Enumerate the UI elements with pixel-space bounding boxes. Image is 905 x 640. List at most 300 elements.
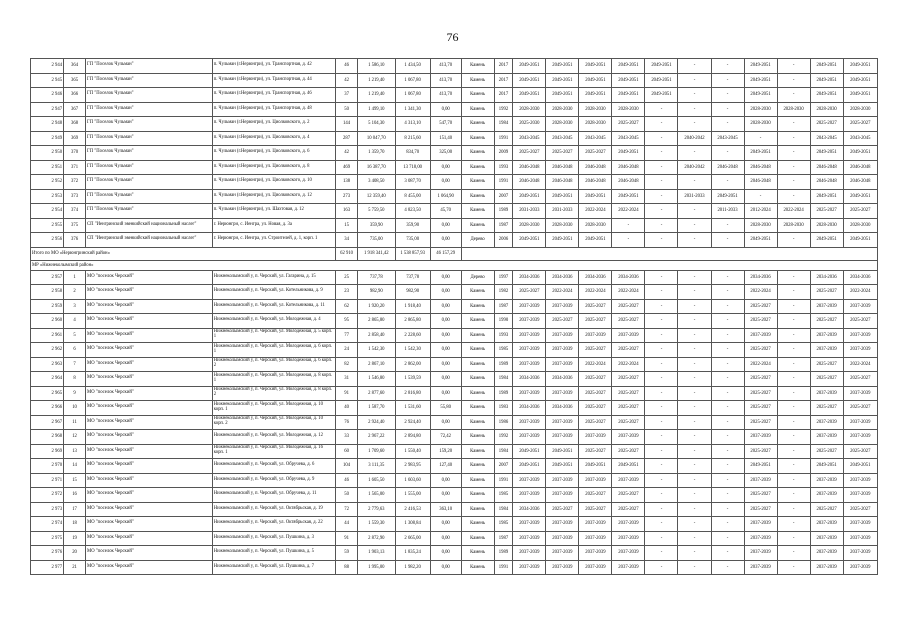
table-cell: 2037-2039 [579, 531, 612, 546]
table-cell: 2028-2030 [810, 218, 843, 233]
table-cell: Камень [461, 430, 494, 445]
table-cell: 2037-2039 [810, 488, 843, 503]
table-cell: - [645, 233, 678, 248]
table-cell: 2 974 [31, 517, 64, 532]
table-cell: 2025-2027 [744, 488, 777, 503]
table-cell: п. Чульман (г.Нерюнгри), ул. Циолковского, д. 8 [212, 160, 335, 175]
table-cell: 0,00 [430, 285, 461, 300]
table-cell: 2009 [494, 146, 513, 161]
table-cell: - [777, 328, 810, 343]
table-cell: - [711, 357, 744, 372]
table-cell: 2037-2039 [744, 517, 777, 532]
table-cell: 1 539,59 [395, 372, 430, 387]
table-cell: 2028-2030 [579, 102, 612, 117]
table-cell: 37 [336, 88, 358, 103]
table-cell: 1 434,50 [395, 59, 430, 74]
table-cell: - [678, 102, 711, 117]
table-cell: 2025-2027 [810, 285, 843, 300]
table-cell: Дерево [461, 233, 494, 248]
table-cell: Нижнеколымский у, п. Черский, ул. Гагарина, д. 15 [212, 270, 335, 285]
table-cell: 2049-2051 [612, 73, 645, 88]
table-cell: - [678, 343, 711, 358]
table-cell: 2049-2051 [546, 88, 579, 103]
table-cell: 2037-2039 [612, 560, 645, 575]
table-cell: - [777, 299, 810, 314]
table-cell: 2037-2039 [843, 299, 877, 314]
table-cell: - [678, 73, 711, 88]
table-cell: - [678, 175, 711, 190]
table-cell: 8 455,00 [395, 189, 430, 204]
table-cell: МО "поселок Черский" [86, 531, 213, 546]
table-cell: 2046-2048 [546, 175, 579, 190]
table-cell: - [645, 488, 678, 503]
table-cell: 2025-2027 [810, 444, 843, 459]
table-cell: 1984 [494, 444, 513, 459]
table-cell: - [645, 546, 678, 561]
table-cell: 376 [64, 233, 86, 248]
table-cell: 2049-2051 [744, 459, 777, 474]
table-cell: - [645, 189, 678, 204]
table-cell: ГП "Поселок Чульман" [86, 131, 213, 146]
table-cell: 2049-2051 [513, 459, 546, 474]
table-cell: 3 [64, 299, 86, 314]
table-cell: - [678, 444, 711, 459]
table-cell: - [744, 189, 777, 204]
table-cell: 2049-2051 [843, 146, 877, 161]
table-cell: - [645, 415, 678, 430]
table-row [31, 560, 878, 575]
table-cell: 2049-2051 [810, 233, 843, 248]
table-cell: Камень [461, 117, 494, 132]
table-cell: Камень [461, 386, 494, 401]
table-cell: 2043-2045 [513, 131, 546, 146]
table-cell: - [678, 218, 711, 233]
table-cell: 1 565,00 [358, 488, 395, 503]
table-cell: 3 087,70 [395, 175, 430, 190]
table-cell: 16 387,70 [358, 160, 395, 175]
table-cell: 2049-2051 [645, 59, 678, 74]
table-row [31, 146, 878, 161]
table-cell: 2007 [494, 189, 513, 204]
table-cell: 2046-2048 [843, 175, 877, 190]
table-cell: - [645, 285, 678, 300]
table-cell: 2037-2039 [810, 546, 843, 561]
table-cell: МО "поселок Черский" [86, 415, 213, 430]
table-cell: - [678, 401, 711, 416]
table-cell: 2049-2051 [513, 189, 546, 204]
table-cell: 2037-2039 [810, 415, 843, 430]
table-cell: 2006 [494, 233, 513, 248]
table-cell: 2031-2033 [546, 204, 579, 219]
table-cell: - [777, 415, 810, 430]
table-cell: 2043-2045 [810, 131, 843, 146]
table-cell: 2037-2039 [810, 531, 843, 546]
table-cell: 1 995,00 [358, 560, 395, 575]
table-cell: 2049-2051 [810, 88, 843, 103]
table-cell: 2049-2051 [645, 88, 678, 103]
table-cell: 413,70 [430, 73, 461, 88]
table-cell: - [678, 473, 711, 488]
table-cell: - [645, 357, 678, 372]
table-cell: 2037-2039 [843, 546, 877, 561]
table-cell: - [678, 88, 711, 103]
table-cell: - [777, 357, 810, 372]
table-cell: 33 [336, 430, 358, 445]
table-cell: 2037-2039 [810, 343, 843, 358]
table-cell: 2046-2048 [579, 175, 612, 190]
table-cell: 0,00 [430, 314, 461, 329]
table-row [31, 328, 878, 343]
table-cell: - [777, 175, 810, 190]
table-cell: 363,10 [430, 502, 461, 517]
table-cell: 2025-2027 [843, 314, 877, 329]
table-cell: 982,90 [358, 285, 395, 300]
table-cell: - [711, 546, 744, 561]
table-cell: Камень [461, 517, 494, 532]
table-cell: 2 867,10 [358, 357, 395, 372]
table-cell: 2049-2051 [612, 59, 645, 74]
table-cell: 60 [336, 444, 358, 459]
table-cell: - [645, 343, 678, 358]
table-cell: - [777, 146, 810, 161]
table-cell: - [777, 285, 810, 300]
table-cell: 31 [336, 372, 358, 387]
table-cell: 2034-2036 [810, 270, 843, 285]
table-cell: 2025-2027 [810, 357, 843, 372]
table-row [31, 401, 878, 416]
table-cell: 1 067,80 [395, 88, 430, 103]
table-cell: 2034-2036 [513, 401, 546, 416]
table-cell: 2025-2027 [843, 372, 877, 387]
table-cell: 2025-2027 [744, 502, 777, 517]
table-cell: 72 [336, 502, 358, 517]
table-cell: 2031-2033 [678, 189, 711, 204]
table-cell: п. Чульман (г.Нерюнгри), ул. Циолковского, д. 6 [212, 146, 335, 161]
table-cell: 2028-2030 [744, 218, 777, 233]
table-cell: Камень [461, 488, 494, 503]
table-cell: 2049-2051 [579, 59, 612, 74]
table-cell: - [645, 117, 678, 132]
table-cell: 2049-2051 [810, 459, 843, 474]
table-cell: Нижнеколымский у, п. Черский, ул. Октябрьская, д. 22 [212, 517, 335, 532]
table-cell: п. Чульман (г.Нерюнгри), ул. Транспортная, д. 48 [212, 102, 335, 117]
table-cell: 42 [336, 73, 358, 88]
table-cell: Камень [461, 502, 494, 517]
table-cell: 2025-2027 [579, 146, 612, 161]
table-cell: Камень [461, 357, 494, 372]
table-cell: - [645, 372, 678, 387]
table-cell: - [645, 314, 678, 329]
table-cell: 2025-2027 [744, 372, 777, 387]
table-cell: 0,00 [430, 488, 461, 503]
table-cell: 0,00 [430, 160, 461, 175]
table-cell: 413,70 [430, 88, 461, 103]
table-cell: МО "поселок Черский" [86, 502, 213, 517]
table-cell: - [711, 314, 744, 329]
table-cell: 91 [336, 531, 358, 546]
table-cell: Камень [461, 204, 494, 219]
table-cell: - [744, 131, 777, 146]
table-cell: 1991 [494, 175, 513, 190]
table-cell: 2046-2048 [810, 160, 843, 175]
table-cell: - [777, 189, 810, 204]
table-cell: - [678, 415, 711, 430]
table-cell: 77 [336, 328, 358, 343]
table-cell: 1987 [494, 218, 513, 233]
table-cell: 1989 [494, 204, 513, 219]
table-cell: 1 064,90 [430, 189, 461, 204]
table-row [31, 415, 878, 430]
table-cell: 46 [336, 473, 358, 488]
table-cell: 364 [64, 59, 86, 74]
table-cell: - [711, 146, 744, 161]
table-cell: 0,00 [430, 299, 461, 314]
table-cell: МО "поселок Черский" [86, 328, 213, 343]
table-cell: 2025-2027 [744, 386, 777, 401]
table-cell: 1984 [494, 117, 513, 132]
table-cell: 367 [64, 102, 86, 117]
table-cell: 737,78 [358, 270, 395, 285]
table-cell: 2011-2033 [711, 204, 744, 219]
table-cell: 2049-2051 [843, 233, 877, 248]
table-cell: 1991 [494, 560, 513, 575]
table-cell: 2028-2030 [612, 102, 645, 117]
table-cell: Камень [461, 473, 494, 488]
table-cell: г. Нерюнгри, с. Иенгра, ул. Строителей, д. 1, корп. 1 [212, 233, 335, 248]
table-cell: 2034-2036 [513, 372, 546, 387]
table-cell: 2037-2039 [843, 430, 877, 445]
table-cell: 2037-2039 [612, 531, 645, 546]
table-cell: 2037-2039 [579, 517, 612, 532]
table-cell: п. Чульман (г.Нерюнгри), ул. Циолковского, д. 2 [212, 117, 335, 132]
table-cell: 40 [336, 401, 358, 416]
table-cell: 1 542,30 [358, 343, 395, 358]
table-cell: - [678, 314, 711, 329]
table-cell: 1 903,13 [358, 546, 395, 561]
table-cell: 2025-2027 [579, 314, 612, 329]
table-cell: 2037-2039 [546, 531, 579, 546]
table-cell: 2049-2051 [546, 59, 579, 74]
table-cell: - [777, 314, 810, 329]
table-cell: 2037-2039 [612, 430, 645, 445]
table-cell: 4 823,50 [395, 204, 430, 219]
table-cell: МО "поселок Черский" [86, 546, 213, 561]
table-cell: 2037-2039 [612, 328, 645, 343]
table-cell: 2022-2024 [546, 285, 579, 300]
table-cell: - [777, 386, 810, 401]
table-cell: 2025-2027 [546, 502, 579, 517]
table-cell: - [777, 444, 810, 459]
table-cell: 2 945 [31, 73, 64, 88]
table-cell: 2046-2048 [744, 160, 777, 175]
table-cell: 8 215,60 [395, 131, 430, 146]
table-cell: 287 [336, 131, 358, 146]
table-cell: 46 [336, 59, 358, 74]
table-cell: 12 359,40 [358, 189, 395, 204]
table-cell: 4 313,10 [395, 117, 430, 132]
table-cell: 2043-2045 [579, 131, 612, 146]
table-cell: МО "поселок Черский" [86, 270, 213, 285]
table-cell: 0,00 [430, 517, 461, 532]
table-cell: ГП "Поселок Чульман" [86, 189, 213, 204]
table-cell: 2049-2051 [579, 459, 612, 474]
table-cell: 0,00 [430, 473, 461, 488]
table-cell: - [645, 459, 678, 474]
table-row [31, 218, 878, 233]
table-cell: 0,00 [430, 343, 461, 358]
table-cell: 2 966 [31, 401, 64, 416]
table-cell: 2 858,40 [358, 328, 395, 343]
table-cell: 1985 [494, 343, 513, 358]
table-cell: 2028-2030 [777, 218, 810, 233]
table-cell: 2037-2039 [546, 546, 579, 561]
table-cell: 2 779,63 [358, 502, 395, 517]
table-cell: 1990 [494, 314, 513, 329]
table-cell: 2 960 [31, 314, 64, 329]
table-cell: 2028-2030 [810, 102, 843, 117]
table-cell: 2 894,80 [395, 430, 430, 445]
table-cell: Камень [461, 175, 494, 190]
table-cell: 2025-2027 [744, 343, 777, 358]
table-cell: 15 [336, 218, 358, 233]
table-cell: Камень [461, 218, 494, 233]
table-cell: 2025-2027 [843, 401, 877, 416]
table-cell: п. Чульман (г.Нерюнгри), ул. Транспортная, д. 44 [212, 73, 335, 88]
table-cell: 2037-2039 [546, 517, 579, 532]
table-cell: 2043-2045 [843, 131, 877, 146]
table-cell: 2037-2039 [843, 488, 877, 503]
table-cell: Нижнеколымский у, п. Черский, ул. Молодежная, д. 8 корп. 1 [212, 372, 335, 387]
table-cell: 2 971 [31, 473, 64, 488]
table-cell: - [645, 146, 678, 161]
table-cell: 2007 [494, 459, 513, 474]
table-cell: 4 [64, 314, 86, 329]
table-cell: 2025-2027 [810, 117, 843, 132]
table-cell: 2037-2039 [546, 386, 579, 401]
table-cell: 2049-2051 [546, 459, 579, 474]
table-cell: 2025-2027 [843, 502, 877, 517]
table-cell: 62 [336, 299, 358, 314]
table-cell: 372 [64, 175, 86, 190]
table-cell: Камень [461, 343, 494, 358]
table-cell: - [777, 117, 810, 132]
table-cell: 2 958 [31, 285, 64, 300]
table-row [31, 459, 878, 474]
table-cell: - [645, 473, 678, 488]
table-cell: - [678, 233, 711, 248]
table-cell: - [711, 175, 744, 190]
table-row [31, 204, 878, 219]
table-row [31, 517, 878, 532]
table-cell: 2 952 [31, 175, 64, 190]
table-cell: - [678, 146, 711, 161]
table-cell: 2028-2030 [546, 102, 579, 117]
table-cell: 2025-2027 [843, 444, 877, 459]
table-cell: - [777, 531, 810, 546]
table-cell: 1 531,60 [395, 401, 430, 416]
table-cell: 19 [64, 531, 86, 546]
table-cell: 127,40 [430, 459, 461, 474]
table-cell: 2025-2027 [810, 502, 843, 517]
table-cell: 2049-2051 [612, 146, 645, 161]
table-cell: 3 408,50 [358, 175, 395, 190]
table-cell: 16 [64, 488, 86, 503]
table-cell: Камень [461, 146, 494, 161]
table-cell: - [678, 59, 711, 74]
table-cell: 1 918,40 [395, 299, 430, 314]
table-cell: 2037-2039 [513, 314, 546, 329]
table-cell: 2025-2027 [744, 444, 777, 459]
table-cell: 2049-2051 [843, 59, 877, 74]
table-cell: 365 [64, 73, 86, 88]
table-row [31, 357, 878, 372]
table-cell: 1993 [494, 160, 513, 175]
table-cell: 2 956 [31, 233, 64, 248]
table-cell: 2049-2051 [579, 189, 612, 204]
table-cell: 2022-2024 [612, 204, 645, 219]
table-cell: ГП "Поселок Чульман" [86, 160, 213, 175]
table-cell: 24 [336, 343, 358, 358]
table-cell: 2028-2030 [744, 117, 777, 132]
table-cell: 2025-2027 [810, 204, 843, 219]
table-cell: - [711, 401, 744, 416]
table-cell: 14 [64, 459, 86, 474]
table-cell: - [678, 517, 711, 532]
table-cell: - [645, 430, 678, 445]
table-cell: 2037-2039 [513, 531, 546, 546]
table-cell: МО "поселок Черский" [86, 314, 213, 329]
table-cell: 2037-2039 [612, 473, 645, 488]
table-cell: 2 951 [31, 160, 64, 175]
table-cell: 1 586,10 [358, 59, 395, 74]
table-cell: 2049-2051 [843, 88, 877, 103]
table-row [31, 488, 878, 503]
table-cell: 2046-2048 [744, 175, 777, 190]
table-cell: 2049-2051 [546, 189, 579, 204]
table-cell: 2037-2039 [843, 473, 877, 488]
table-cell: 2 949 [31, 131, 64, 146]
table-cell: 2037-2039 [513, 560, 546, 575]
table-cell: - [678, 204, 711, 219]
table-cell: - [678, 285, 711, 300]
table-row [31, 430, 878, 445]
table-cell: 82 [336, 357, 358, 372]
table-cell: Нижнеколымский у, п. Черский, ул. Молодежная, д. 6 корп. 2 [212, 357, 335, 372]
table-cell: 2 416,53 [395, 502, 430, 517]
table-cell: 2037-2039 [546, 473, 579, 488]
table-cell: - [678, 270, 711, 285]
table-cell: Камень [461, 372, 494, 387]
table-cell: 2034-2036 [513, 270, 546, 285]
table-cell: 2025-2027 [612, 386, 645, 401]
table-cell: 2049-2051 [513, 73, 546, 88]
table-cell: 2037-2039 [744, 328, 777, 343]
table-cell: 8 [64, 372, 86, 387]
table-cell: 2 950 [31, 146, 64, 161]
table-cell: ГП "Поселок Чульман" [86, 102, 213, 117]
table-cell: 2037-2039 [579, 430, 612, 445]
table-cell: п. Чульман (г.Нерюнгри), ул. Циолковского, д. 12 [212, 189, 335, 204]
total-residents: 62 910 [336, 247, 358, 260]
table-cell: - [711, 386, 744, 401]
table-cell: Нижнеколымский у, п. Черский, ул. Котельникова, д. 11 [212, 299, 335, 314]
housing-register-table [30, 58, 878, 575]
table-cell: Камень [461, 560, 494, 575]
table-cell: - [711, 502, 744, 517]
table-cell: - [678, 299, 711, 314]
table-cell: 2037-2039 [843, 517, 877, 532]
table-cell: - [612, 218, 645, 233]
